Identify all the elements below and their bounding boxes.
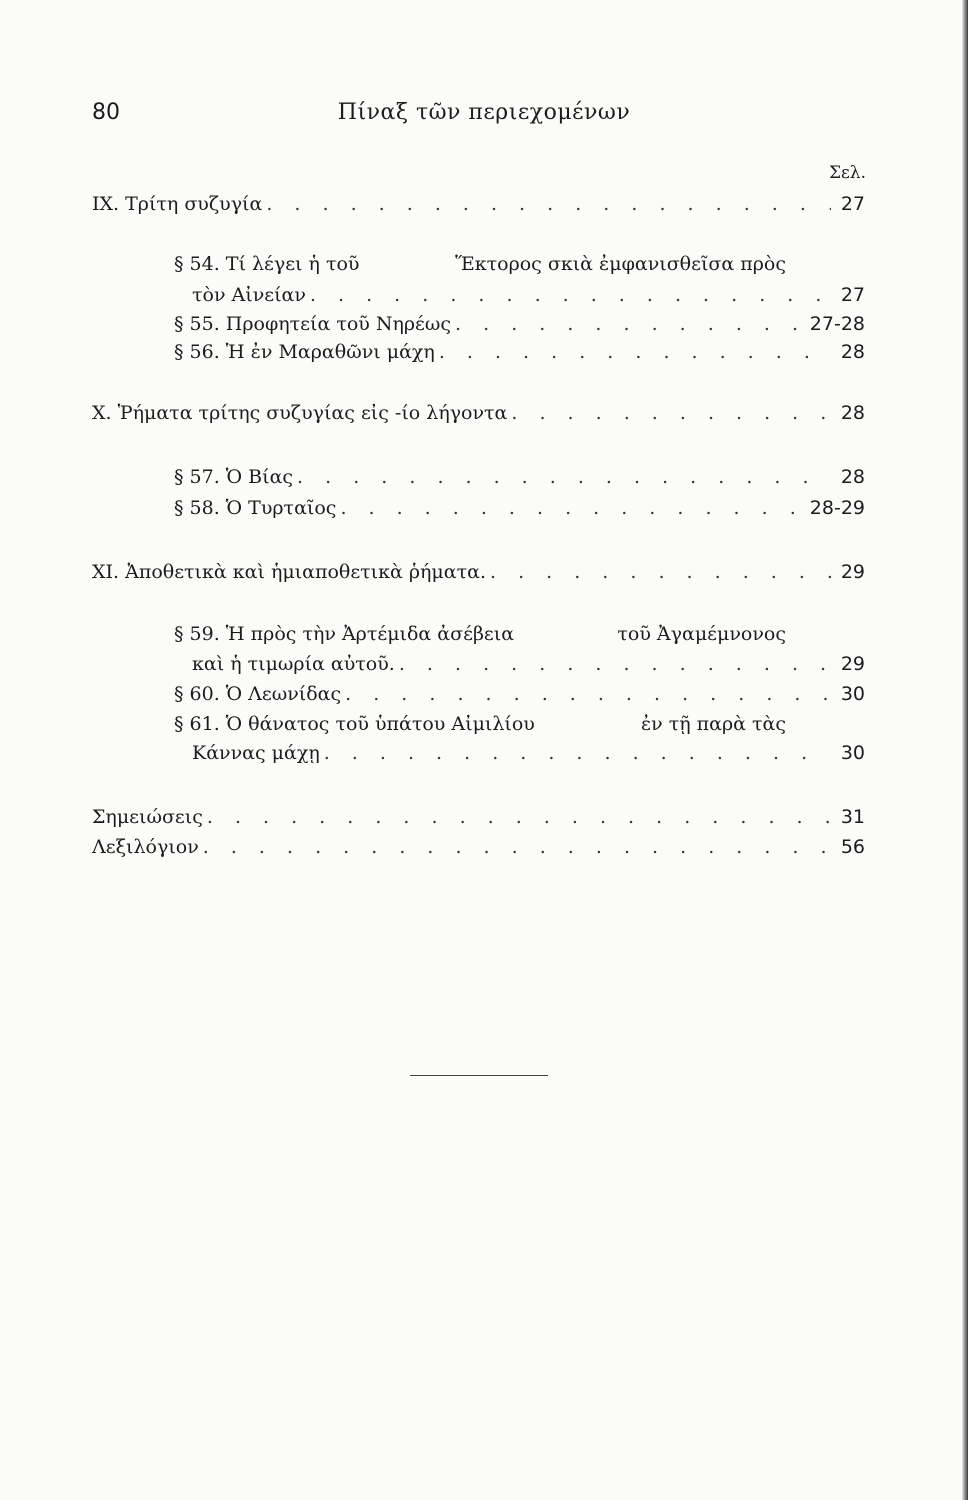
- toc-entry-page: 28: [840, 341, 865, 363]
- toc-entry-label: § 60. Ὁ Λεωνίδας: [174, 683, 342, 705]
- toc-entry-label: § 55. Προφητεία τοῦ Νηρέως: [174, 313, 452, 335]
- toc-entry-section-60[interactable]: [174, 683, 865, 705]
- toc-entry-page: 28: [840, 402, 865, 424]
- toc-entry-chapter-x[interactable]: [92, 402, 865, 424]
- toc-entry-page: 31: [840, 806, 865, 828]
- leader-dots: [455, 313, 806, 335]
- toc-entry-label-part: Ἕκτορος σκιὰ ἐμφανισθεῖσα πρὸς: [455, 253, 786, 275]
- leader-dots: [511, 402, 831, 424]
- toc-entry-page: 28-29: [809, 497, 865, 519]
- leader-dots: [399, 653, 831, 675]
- toc-entry-section-59-line1[interactable]: [174, 623, 786, 645]
- toc-entry-section-57[interactable]: [174, 466, 865, 488]
- page-title: Πίναξ τῶν περιεχομένων: [337, 100, 631, 125]
- toc-entry-page: 30: [840, 683, 865, 705]
- toc-entry-section-61-line1[interactable]: [174, 713, 786, 735]
- toc-entry-label-part: § 59. Ἡ πρὸς τὴν Ἀρτέμιδα ἀσέβεια: [174, 623, 515, 645]
- toc-entry-chapter-xi[interactable]: [92, 561, 865, 583]
- toc-entry-section-58[interactable]: [174, 497, 865, 519]
- toc-entry-label: Λεξιλόγιον: [92, 836, 199, 858]
- toc-entry-section-54[interactable]: [192, 284, 865, 306]
- toc-entry-page: 29: [840, 653, 865, 675]
- toc-entry-page: 27: [840, 284, 865, 306]
- toc-entry-page: 27: [840, 193, 865, 215]
- toc-entry-label-part: ἐν τῇ παρὰ τὰς: [640, 713, 786, 735]
- page-edge-shadow: [962, 0, 968, 1500]
- toc-entry-page: 28: [840, 466, 865, 488]
- toc-entry-chapter-ix[interactable]: [92, 193, 865, 215]
- toc-entry-label: Σημειώσεις: [92, 806, 203, 828]
- toc-entry-label: X. Ῥήματα τρίτης συζυγίας εἰς -ίο λήγοντα: [92, 402, 508, 424]
- leader-dots: [310, 284, 831, 306]
- toc-entry-section-55[interactable]: [174, 313, 865, 335]
- leader-dots: [266, 193, 831, 215]
- leader-dots: [203, 836, 831, 858]
- leader-dots: [345, 683, 831, 705]
- toc-entry-page: 56: [840, 836, 865, 858]
- toc-entry-notes[interactable]: [92, 806, 865, 828]
- toc-entry-label-part: τοῦ Ἀγαμέμνονος: [617, 623, 786, 645]
- leader-dots: [439, 341, 831, 363]
- toc-entry-label: § 56. Ἡ ἐν Μαραθῶνι μάχη: [174, 341, 435, 363]
- leader-dots: [324, 742, 831, 764]
- leader-dots: [207, 806, 831, 828]
- toc-entry-label: τὸν Αἰνείαν: [192, 284, 306, 306]
- toc-entry-section-61[interactable]: [192, 742, 865, 764]
- toc-entry-label: XI. Ἀποθετικὰ καὶ ἡμιαποθετικὰ ῥήματα.: [92, 561, 486, 583]
- toc-entry-label: Κάννας μάχῃ: [192, 742, 320, 764]
- toc-entry-label-part: § 54. Τί λέγει ἡ τοῦ: [174, 253, 360, 275]
- leader-dots: [340, 497, 805, 519]
- toc-entry-page: 30: [840, 742, 865, 764]
- toc-entry-label-part: § 61. Ὁ θάνατος τοῦ ὑπάτου Αἰμιλίου: [174, 713, 535, 735]
- toc-entry-label: IX. Τρίτη συζυγία: [92, 193, 263, 215]
- toc-entry-label: § 58. Ὁ Τυρταῖος: [174, 497, 337, 519]
- toc-entry-page: 29: [840, 561, 865, 583]
- page-column-label: Σελ.: [828, 163, 866, 183]
- toc-entry-page: 27-28: [809, 313, 865, 335]
- page-number: 80: [92, 100, 120, 125]
- toc-entry-label: καὶ ἡ τιμωρία αὐτοῦ.: [192, 653, 395, 675]
- leader-dots: [490, 561, 831, 583]
- toc-entry-section-54-line1[interactable]: [174, 253, 786, 275]
- toc-entry-lexicon[interactable]: [92, 836, 865, 858]
- toc-entry-label: § 57. Ὁ Βίας: [174, 466, 294, 488]
- toc-entry-section-59[interactable]: [192, 653, 865, 675]
- leader-dots: [297, 466, 831, 488]
- toc-entry-section-56[interactable]: [174, 341, 865, 363]
- footer-rule: [410, 1075, 548, 1076]
